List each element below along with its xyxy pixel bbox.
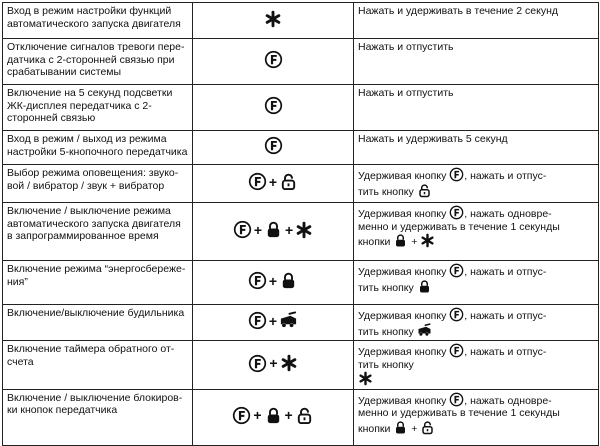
function-text: Отключение сигналов тревоги пере- [7, 41, 185, 53]
lock-closed-icon [264, 220, 283, 239]
key-combination [264, 50, 283, 69]
function-text: Включение / выключение режима [7, 205, 171, 217]
table-row [3, 3, 599, 39]
plus-sign: + [268, 272, 278, 289]
key-combination-cell [193, 131, 354, 165]
function-cell [3, 305, 193, 341]
function-text: автоматического запуска двигателя [7, 217, 181, 230]
action-cell [354, 131, 599, 165]
function-cell [3, 85, 193, 131]
function-text: Выбор режима оповещения: звуко- [7, 167, 179, 179]
f-button-icon [449, 343, 464, 358]
function-cell [3, 3, 193, 39]
plus-sign: + [253, 221, 262, 238]
lock-closed-icon [279, 271, 298, 290]
f-button-icon [248, 271, 267, 290]
lock-closed-icon [264, 406, 283, 425]
key-combination [232, 406, 313, 425]
f-button-icon [264, 96, 283, 115]
action-text: менно и удерживать в течение 1 секунды [358, 407, 560, 419]
table-row [3, 131, 599, 165]
action-cell [354, 389, 599, 445]
function-text: Включение режима “энергосбереже- [7, 263, 186, 275]
lock-closed-icon [393, 420, 408, 435]
key-combination [264, 10, 282, 28]
function-text: Включение на 5 секунд подсветки [7, 87, 173, 99]
table-row [3, 39, 599, 85]
function-text: Вход в режим настройки функций [7, 5, 172, 17]
key-combination [264, 136, 283, 155]
function-text: Включение/выключение будильника [7, 307, 185, 319]
function-text: ния” [7, 275, 28, 288]
remote-functions-table [2, 2, 599, 446]
lock-open-icon [295, 406, 314, 425]
action-cell [354, 3, 599, 39]
function-text: срабатывании системы [7, 66, 122, 78]
table-row [3, 203, 599, 261]
action-text: Удерживая кнопку , нажать одновре- [358, 205, 594, 221]
lock-closed-icon [417, 279, 432, 294]
function-text: ки кнопок передатчика [7, 404, 118, 416]
function-text: датчика с 2-сторонней связью при [7, 53, 175, 66]
function-text: Включение таймера обратного от- [7, 343, 175, 355]
function-text: ЖК-дисплея передатчика с 2- [7, 99, 152, 112]
action-cell [354, 261, 599, 305]
plus-sign: + [285, 221, 294, 238]
function-text: в запрограммированное время [7, 230, 159, 242]
action-text: тить кнопку [358, 279, 594, 295]
plus-sign: + [284, 407, 293, 423]
f-button-icon [232, 406, 251, 425]
key-combination-cell [193, 341, 354, 390]
table-row [3, 389, 599, 445]
trunk-icon [417, 323, 432, 338]
function-text: Вход в режим / выход из режима [7, 133, 167, 145]
f-button-icon [264, 136, 283, 155]
plus-sign: + [253, 407, 262, 423]
table-row [3, 261, 599, 305]
function-cell [3, 165, 193, 203]
key-combination-cell [193, 85, 354, 131]
action-cell [354, 341, 599, 390]
plus-sign: + [268, 173, 278, 190]
function-cell [3, 341, 193, 390]
action-cell [354, 305, 599, 341]
action-text: тить кнопку [358, 183, 594, 199]
key-combination [248, 354, 297, 373]
action-text: тить кнопку [358, 358, 414, 371]
table-row [3, 85, 599, 131]
action-cell [354, 85, 599, 131]
action-text: кнопки + [358, 233, 594, 249]
f-button-icon [449, 205, 464, 220]
table-row [3, 341, 599, 390]
function-cell [3, 389, 193, 445]
star-icon [358, 371, 373, 386]
trunk-icon [279, 311, 298, 330]
function-cell [3, 39, 193, 85]
key-combination-cell [193, 261, 354, 305]
action-text [358, 371, 594, 387]
key-combination-cell [193, 165, 354, 203]
action-text: Удерживая кнопку , нажать одновре- [358, 392, 594, 408]
table-body [3, 3, 599, 446]
action-text: Нажать и отпустить [358, 87, 454, 99]
action-text: Нажать и удерживать 5 секунд [358, 133, 508, 145]
function-text: сторонней связью [7, 112, 96, 124]
key-combination [248, 271, 298, 290]
function-cell [3, 131, 193, 165]
f-button-icon [449, 307, 464, 322]
key-combination [248, 172, 298, 191]
action-cell [354, 39, 599, 85]
function-text: Включение / выключение блокиров- [7, 391, 183, 404]
key-combination [233, 220, 313, 239]
lock-open-icon [420, 420, 435, 435]
plus-sign: + [269, 354, 278, 371]
star-icon [295, 221, 313, 239]
function-text: вой / вибратор / звук + вибратор [7, 179, 165, 192]
star-icon [264, 10, 282, 28]
f-button-icon [248, 311, 267, 330]
function-text: настройки 5-кнопочного передатчика [7, 145, 188, 158]
key-combination-cell [193, 305, 354, 341]
lock-open-icon [417, 183, 432, 198]
lock-closed-icon [393, 233, 408, 248]
f-button-icon [449, 263, 464, 278]
f-button-icon [449, 167, 464, 182]
action-text: Удерживая кнопку , нажать и отпус- [358, 307, 594, 323]
key-combination [264, 96, 283, 115]
key-combination-cell [193, 39, 354, 85]
action-cell [354, 165, 599, 203]
key-combination-cell [193, 203, 354, 261]
f-button-icon [248, 172, 267, 191]
action-text: Нажать и удерживать в течение 2 секунд [358, 5, 559, 17]
key-combination-cell [193, 3, 354, 39]
plus-sign: + [268, 312, 278, 329]
action-text: кнопки + [358, 420, 594, 436]
action-cell [354, 203, 599, 261]
lock-open-icon [279, 172, 298, 191]
table-row [3, 305, 599, 341]
action-text: Удерживая кнопку , нажать и отпус- [358, 263, 594, 279]
star-icon [280, 354, 298, 372]
f-button-icon [248, 354, 267, 373]
key-combination [248, 311, 298, 330]
function-text: счета [7, 355, 34, 368]
action-text: тить кнопку [358, 323, 594, 339]
action-text: менно и удерживать в течение 1 секунды [358, 220, 560, 233]
function-text: автоматического запуска двигателя [7, 17, 181, 30]
action-text: Нажать и отпустить [358, 41, 454, 53]
table-row [3, 165, 599, 203]
key-combination-cell [193, 389, 354, 445]
function-cell [3, 203, 193, 261]
f-button-icon [233, 220, 252, 239]
function-cell [3, 261, 193, 305]
f-button-icon [449, 392, 464, 407]
action-text: Удерживая кнопку , нажать и отпус- [358, 167, 594, 183]
action-text: Удерживая кнопку , нажать и отпус- [358, 343, 594, 359]
star-icon [420, 233, 435, 248]
f-button-icon [264, 50, 283, 69]
